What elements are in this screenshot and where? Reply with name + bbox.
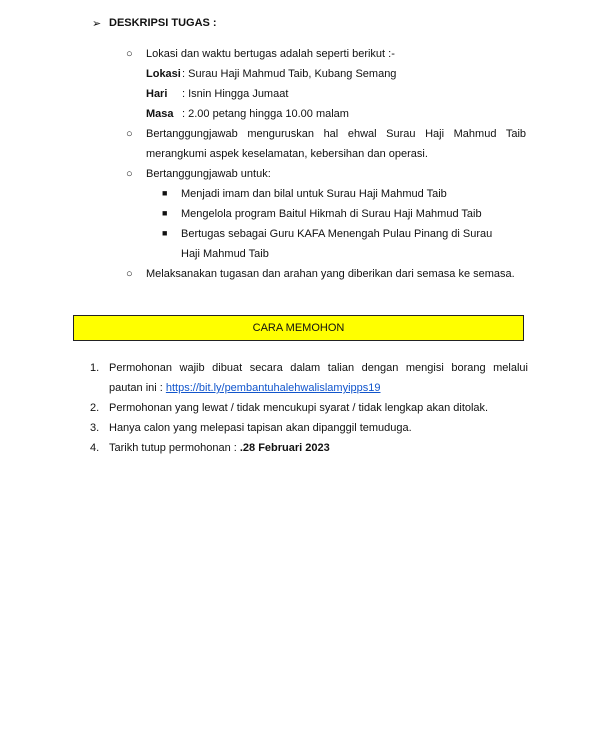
detail-row-masa — [146, 108, 349, 120]
step-3: Hanya calon yang melepasi tapisan akan dipanggil temuduga. — [109, 422, 412, 434]
circle-bullet-icon: ○ — [126, 128, 133, 140]
duty-item-3: Bertanggungjawab untuk: — [146, 168, 271, 180]
step-1-line2 — [109, 382, 381, 394]
circle-bullet-icon: ○ — [126, 268, 133, 280]
detail-row-lokasi — [146, 68, 396, 80]
link-prefix: pautan ini : — [109, 382, 166, 394]
detail-label: Lokasi — [146, 68, 181, 80]
banner-title: CARA MEMOHON — [252, 322, 345, 334]
step-1-line1: Permohonan wajib dibuat secara dalam talian dengan mengisi borang melalui — [109, 362, 528, 374]
step-2: Permohonan yang lewat / tidak mencukupi syarat / tidak lengkap akan ditolak. — [109, 402, 489, 414]
step-4 — [109, 442, 330, 454]
application-link[interactable]: https://bit.ly/pembantuhalehwalislamyipps19 — [165, 382, 381, 394]
circle-bullet-icon: ○ — [126, 168, 133, 180]
closing-date-label: Tarikh tutup permohonan : — [109, 442, 240, 454]
section-heading: DESKRIPSI TUGAS : — [109, 17, 217, 29]
closing-date: .28 Februari 2023 — [239, 442, 330, 454]
sub-item-continuation: Haji Mahmud Taib — [181, 248, 269, 260]
duty-intro: Lokasi dan waktu bertugas adalah seperti berikut :- — [146, 48, 395, 60]
application-banner — [73, 315, 524, 341]
detail-value: : 2.00 petang hingga 10.00 malam — [182, 108, 349, 120]
detail-label: Masa — [146, 108, 174, 120]
detail-row-hari — [146, 88, 288, 100]
step-number: 4. — [90, 442, 100, 454]
circle-bullet-icon: ○ — [126, 48, 133, 60]
step-number: 3. — [90, 422, 100, 434]
duty-item-2-line1: Bertanggungjawab menguruskan hal ehwal Surau Haji Mahmud Taib — [146, 128, 526, 140]
duty-item-4: Melaksanakan tugasan dan arahan yang diberikan dari semasa ke semasa. — [146, 268, 515, 280]
step-number: 1. — [90, 362, 100, 374]
duty-item-2-line2: merangkumi aspek keselamatan, kebersihan dan operasi. — [146, 148, 428, 160]
detail-value: : Surau Haji Mahmud Taib, Kubang Semang — [182, 68, 397, 80]
detail-value: : Isnin Hingga Jumaat — [182, 88, 289, 100]
square-bullet-icon: ■ — [162, 228, 168, 238]
sub-item: Mengelola program Baitul Hikmah di Surau Haji Mahmud Taib — [181, 208, 482, 220]
detail-label: Hari — [146, 88, 168, 100]
square-bullet-icon: ■ — [162, 188, 168, 198]
sub-item: Bertugas sebagai Guru KAFA Menengah Pulau Pinang di Surau — [181, 228, 493, 240]
sub-item: Menjadi imam dan bilal untuk Surau Haji Mahmud Taib — [181, 188, 447, 200]
arrow-bullet-icon: ➢ — [92, 18, 102, 30]
step-number: 2. — [90, 402, 100, 414]
square-bullet-icon: ■ — [162, 208, 168, 218]
